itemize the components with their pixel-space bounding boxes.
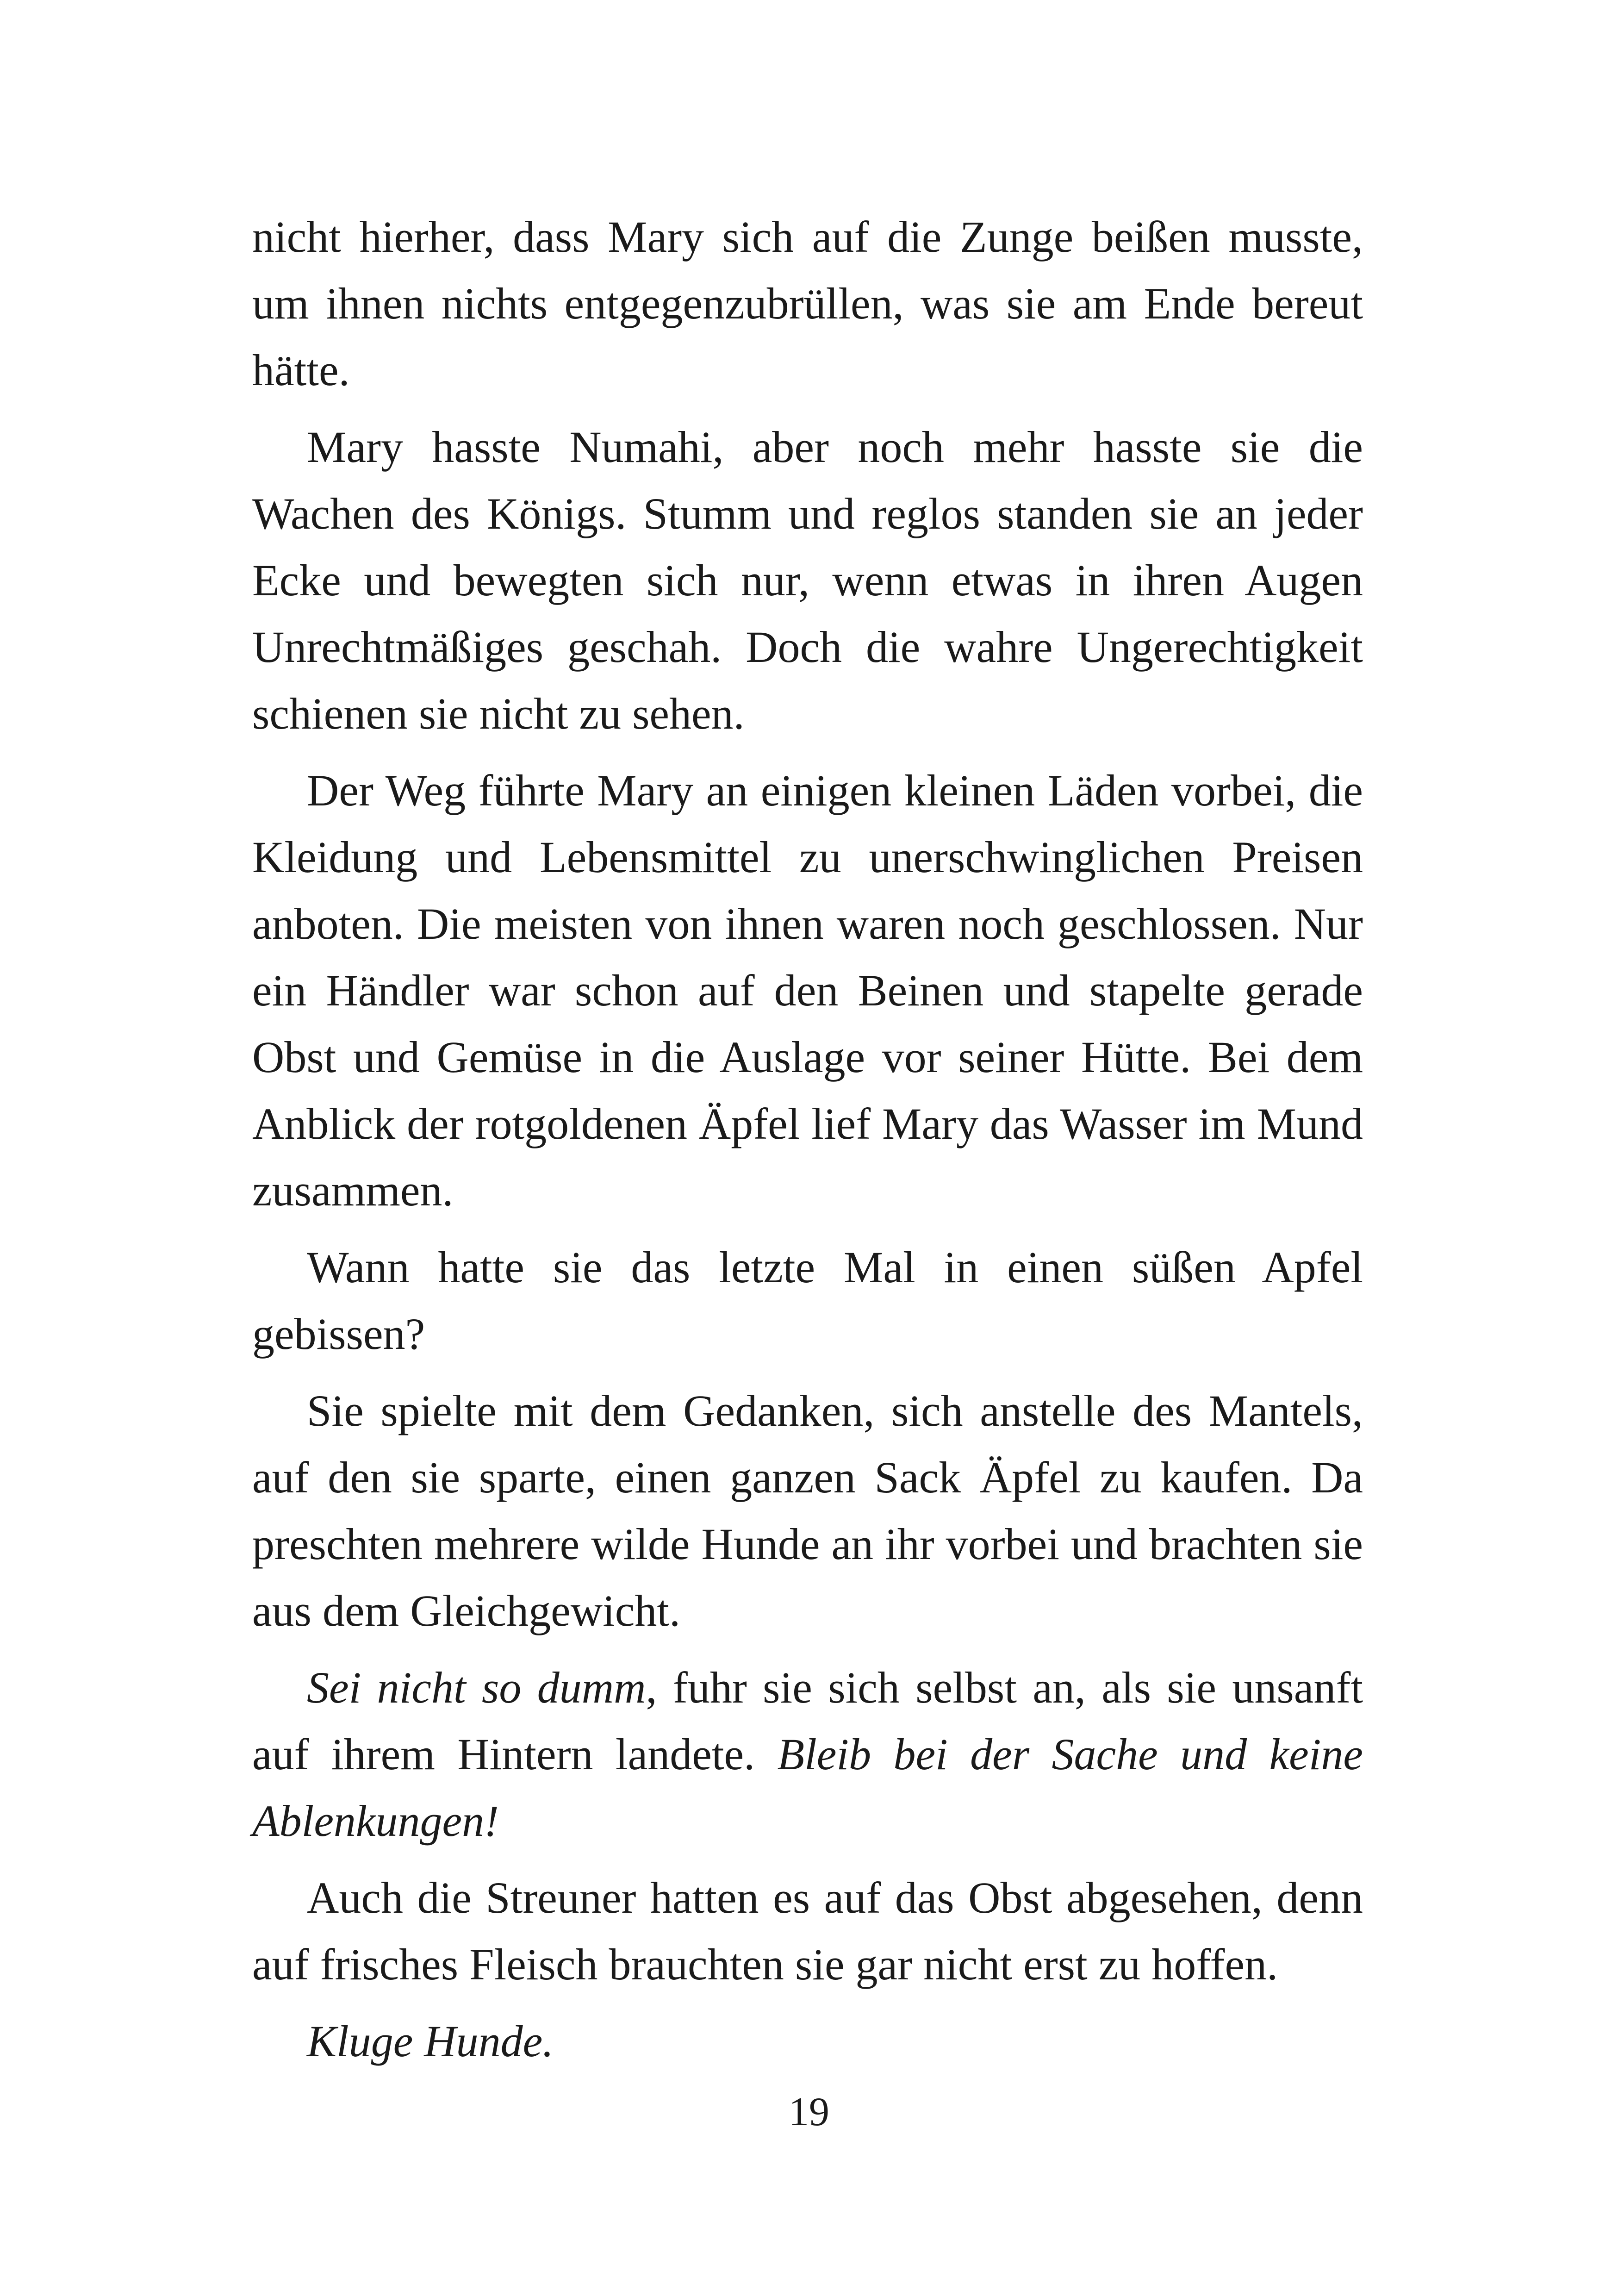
- italic-thought: Bleib bei der Sache und keine Ablenkungen!: [252, 1729, 1363, 1846]
- text-segment: nicht hierher, dass Mary sich auf die Zunge beißen musste, um ihnen nichts entgegenzubrüllen, was sie am Ende bereut hätte.: [252, 212, 1363, 395]
- paragraph-4: [252, 1234, 1363, 1367]
- paragraph-3: [252, 757, 1363, 1224]
- paragraph-8: [252, 2008, 1363, 2075]
- paragraph-5: [252, 1378, 1363, 1644]
- italic-thought: Sei nicht so dumm: [307, 1663, 646, 1712]
- paragraph-6: [252, 1654, 1363, 1854]
- text-segment: Auch die Streuner hatten es auf das Obst abgesehen, denn auf frisches Fleisch brauchten sie gar nicht erst zu hoffen.: [252, 1873, 1363, 1989]
- paragraph-7: [252, 1865, 1363, 1998]
- paragraph-2: [252, 414, 1363, 747]
- body-text: [252, 204, 1363, 2085]
- text-segment: , fuhr sie sich selbst an, als sie unsanft auf ihrem Hintern landete.: [252, 1663, 1363, 1779]
- paragraph-1: [252, 204, 1363, 404]
- text-segment: Mary hasste Numahi, aber noch mehr hasste sie die Wachen des Königs. Stumm und reglos standen sie an jeder Ecke und bewegten sich nur, wenn etwas in ihren Augen Unrechtmäßiges geschah. Doch die wahre Ungerechtigkeit schienen sie nicht zu sehen.: [252, 422, 1363, 738]
- page-number: 19: [789, 2090, 829, 2134]
- italic-thought: Kluge Hunde.: [307, 2016, 554, 2066]
- text-segment: Wann hatte sie das letzte Mal in einen süßen Apfel gebissen?: [252, 1242, 1363, 1359]
- text-segment: Sie spielte mit dem Gedanken, sich anstelle des Mantels, auf den sie sparte, einen ganzen Sack Äpfel zu kaufen. Da preschten mehrere wilde Hunde an ihr vorbei und brachten sie aus dem Gleichgewicht.: [252, 1386, 1363, 1635]
- text-segment: Der Weg führte Mary an einigen kleinen Läden vorbei, die Kleidung und Lebensmittel zu unerschwinglichen Preisen anboten. Die meisten von ihnen waren noch geschlossen. Nur ein Händler war schon auf den Beinen und stapelte gerade Obst und Gemüse in die Auslage vor seiner Hütte. Bei dem Anblick der rotgoldenen Äpfel lief Mary das Wasser im Mund zusammen.: [252, 766, 1363, 1215]
